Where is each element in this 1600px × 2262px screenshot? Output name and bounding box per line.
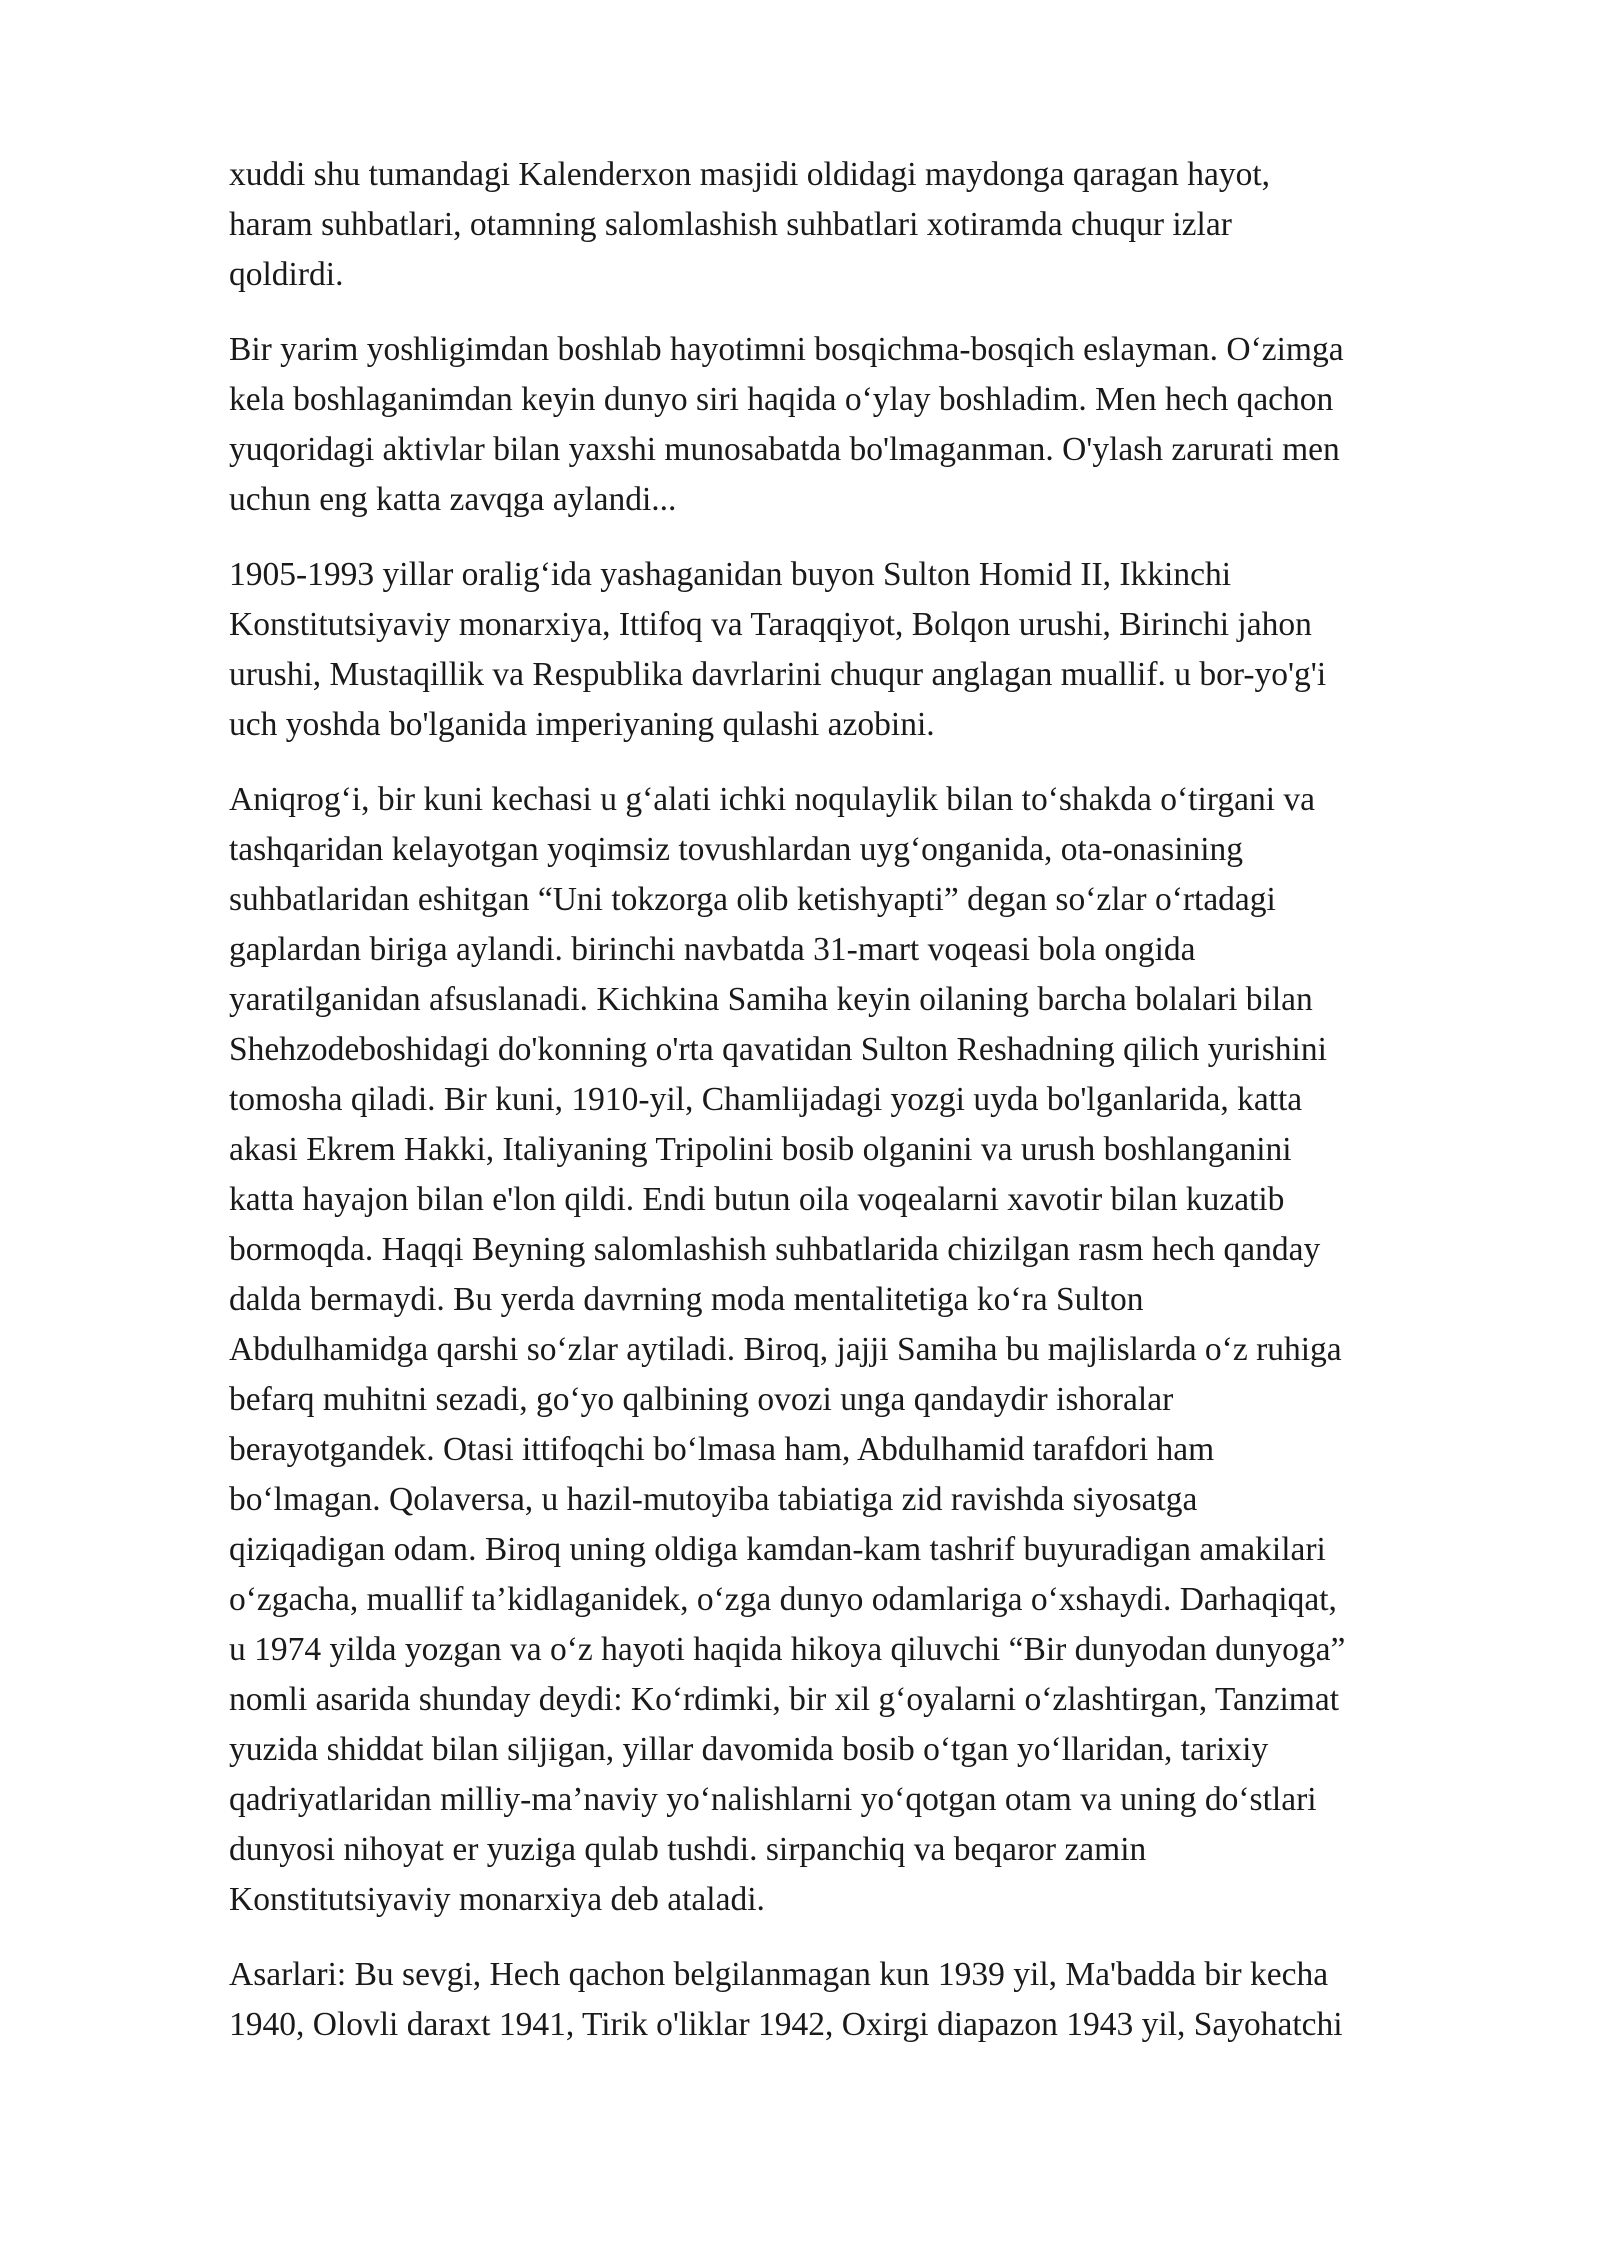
text-line: urushi, Mustaqillik va Respublika davrlarini chuqur anglagan muallif. u bor-yo'g'i xyxy=(229,656,1327,693)
text-line: qadriyatlaridan milliy-ma’naviy yoʻnalishlarni yoʻqotgan otam va uning doʻstlari xyxy=(229,1781,1317,1818)
text-line: 1940, Olovli daraxt 1941, Tirik o'liklar 1942, Oxirgi diapazon 1943 yil, Sayohatchi xyxy=(229,2006,1343,2043)
text-line: Konstitutsiyaviy monarxiya deb ataladi. xyxy=(229,1881,765,1918)
text-line: Bir yarim yoshligimdan boshlab hayotimni bosqichma-bosqich eslayman. Oʻzimga xyxy=(229,331,1344,368)
text-line: akasi Ekrem Hakki, Italiyaning Tripolini bosib olganini va urush boshlanganini xyxy=(229,1131,1292,1168)
paragraph-4 xyxy=(229,775,1491,1925)
text-line: oʻzgacha, muallif ta’kidlaganidek, oʻzga dunyo odamlariga oʻxshaydi. Darhaqiqat, xyxy=(229,1581,1337,1618)
text-line: Aniqrogʻi, bir kuni kechasi u gʻalati ichki noqulaylik bilan toʻshakda oʻtirgani va xyxy=(229,781,1316,818)
text-line: Asarlari: Bu sevgi, Hech qachon belgilanmagan kun 1939 yil, Ma'badda bir kecha xyxy=(229,1956,1329,1993)
text-line: Konstitutsiyaviy monarxiya, Ittifoq va Taraqqiyot, Bolqon urushi, Birinchi jahon xyxy=(229,606,1312,643)
paragraph-5 xyxy=(229,1950,1491,2050)
text-line: yaratilganidan afsuslanadi. Kichkina Samiha keyin oilaning barcha bolalari bilan xyxy=(229,981,1313,1018)
text-line: Abdulhamidga qarshi soʻzlar aytiladi. Biroq, jajji Samiha bu majlislarda oʻz ruhiga xyxy=(229,1331,1342,1368)
text-line: Shehzodeboshidagi do'konning o'rta qavatidan Sulton Reshadning qilich yurishini xyxy=(229,1031,1327,1068)
text-line: uch yoshda bo'lganida imperiyaning qulashi azobini. xyxy=(229,706,935,743)
text-line: katta hayajon bilan e'lon qildi. Endi butun oila voqealarni xavotir bilan kuzatib xyxy=(229,1181,1285,1218)
text-line: befarq muhitni sezadi, goʻyo qalbining ovozi unga qandaydir ishoralar xyxy=(229,1381,1174,1418)
paragraph-2 xyxy=(229,325,1491,525)
text-line: kela boshlaganimdan keyin dunyo siri haqida oʻylay boshladim. Men hech qachon xyxy=(229,381,1334,418)
text-line: qiziqadigan odam. Biroq uning oldiga kamdan-kam tashrif buyuradigan amakilari xyxy=(229,1531,1326,1568)
text-line: qoldirdi. xyxy=(229,256,344,293)
text-line: yuqoridagi aktivlar bilan yaxshi munosabatda bo'lmaganman. O'ylash zarurati men xyxy=(229,431,1340,468)
text-line: u 1974 yilda yozgan va oʻz hayoti haqida hikoya qiluvchi “Bir dunyodan dunyoga” xyxy=(229,1631,1346,1668)
paragraph-3 xyxy=(229,550,1491,750)
text-line: xuddi shu tumandagi Kalenderxon masjidi oldidagi maydonga qaragan hayot, xyxy=(229,156,1271,193)
text-line: dalda bermaydi. Bu yerda davrning moda mentalitetiga koʻra Sulton xyxy=(229,1281,1144,1318)
text-line: dunyosi nihoyat er yuziga qulab tushdi. sirpanchiq va beqaror zamin xyxy=(229,1831,1147,1868)
text-line: tomosha qiladi. Bir kuni, 1910-yil, Chamlijadagi yozgi uyda bo'lganlarida, katta xyxy=(229,1081,1303,1118)
text-line: berayotgandek. Otasi ittifoqchi boʻlmasa ham, Abdulhamid tarafdori ham xyxy=(229,1431,1215,1468)
text-line: tashqaridan kelayotgan yoqimsiz tovushlardan uygʻonganida, ota-onasining xyxy=(229,831,1244,868)
paragraph-1 xyxy=(229,150,1491,300)
text-line: nomli asarida shunday deydi: Koʻrdimki, bir xil gʻoyalarni oʻzlashtirgan, Tanzimat xyxy=(229,1681,1340,1718)
text-line: gaplardan biriga aylandi. birinchi navbatda 31-mart voqeasi bola ongida xyxy=(229,931,1196,968)
text-line: 1905-1993 yillar oraligʻida yashaganidan buyon Sulton Homid II, Ikkinchi xyxy=(229,556,1232,593)
document-body xyxy=(229,150,1491,2075)
text-line: bormoqda. Haqqi Beyning salomlashish suhbatlarida chizilgan rasm hech qanday xyxy=(229,1231,1321,1268)
text-line: uchun eng katta zavqga aylandi... xyxy=(229,481,677,518)
text-line: yuzida shiddat bilan siljigan, yillar davomida bosib oʻtgan yoʻllaridan, tarixiy xyxy=(229,1731,1269,1768)
text-line: suhbatlaridan eshitgan “Uni tokzorga olib ketishyapti” degan soʻzlar oʻrtadagi xyxy=(229,881,1276,918)
text-line: boʻlmagan. Qolaversa, u hazil-mutoyiba tabiatiga zid ravishda siyosatga xyxy=(229,1481,1198,1518)
text-line: haram suhbatlari, otamning salomlashish suhbatlari xotiramda chuqur izlar xyxy=(229,206,1232,243)
